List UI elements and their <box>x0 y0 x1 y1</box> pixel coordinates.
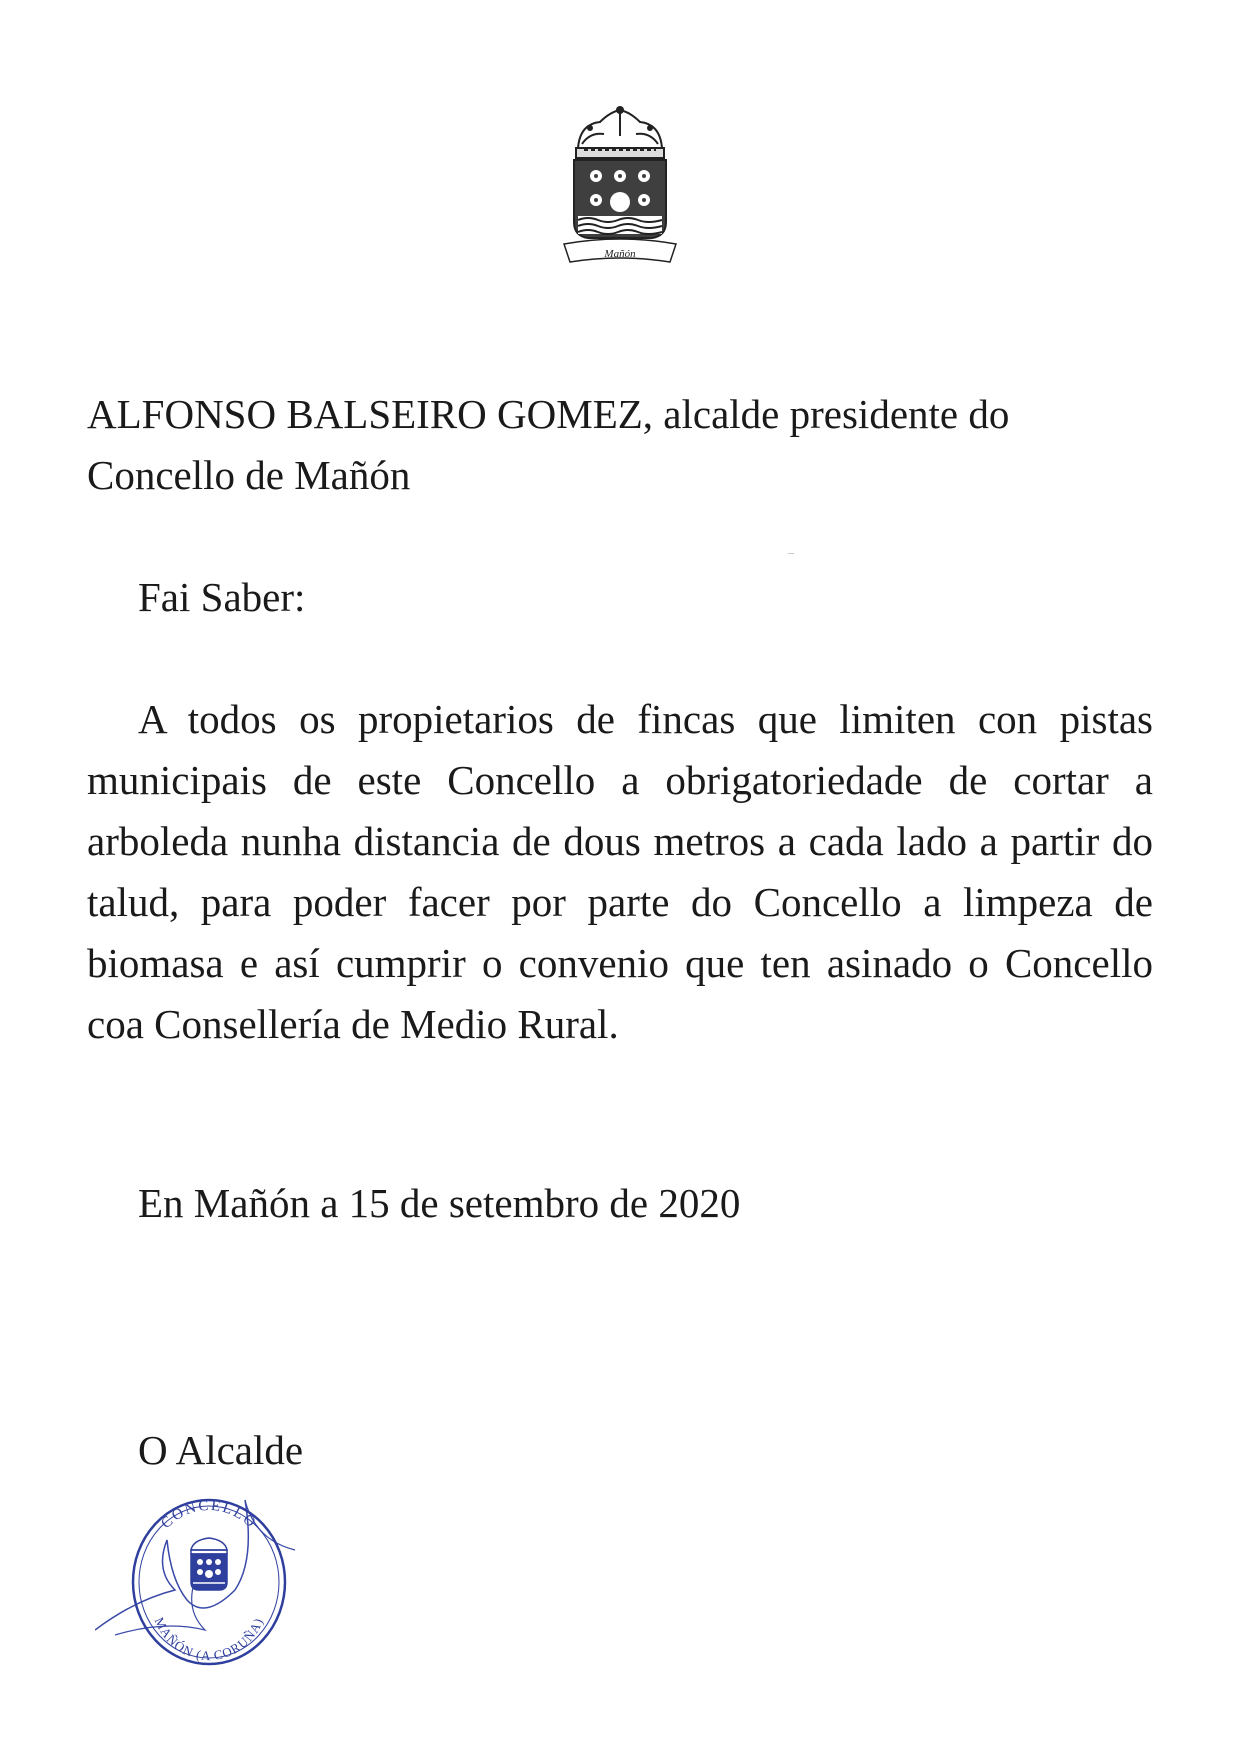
scan-artifact <box>788 553 794 554</box>
addressee-line: ALFONSO BALSEIRO GOMEZ, alcalde presidente do Concello de Mañón <box>87 391 1010 498</box>
municipal-crest-icon <box>560 104 680 276</box>
notice-body: A todos os propietarios de fincas que limiten con pistas municipais de este Concello a obrigatoriedade de cortar a arboleda nunha distancia de dous metros a cada lado a partir do talud, para poder facer por parte do Concello a limpeza de biomasa e así cumprir o convenio que ten asinado o Concello coa Consellería de Medio Rural. <box>87 696 1153 1047</box>
date-line: En Mañón a 15 de setembro de 2020 <box>138 1180 741 1226</box>
svg-text:MAÑÓN (A CORUÑA) <box>152 1615 266 1663</box>
svg-text:CONCELLO <box>158 1498 260 1532</box>
seal-bottom-text: MAÑÓN (A CORUÑA) <box>151 1614 267 1664</box>
crest-caption: Mañón <box>604 248 636 260</box>
official-seal-icon <box>95 1480 315 1670</box>
seal-top-text: CONCELLO <box>158 1497 260 1532</box>
announcement-heading: Fai Saber: <box>138 574 306 620</box>
signoff: O Alcalde <box>138 1427 304 1473</box>
